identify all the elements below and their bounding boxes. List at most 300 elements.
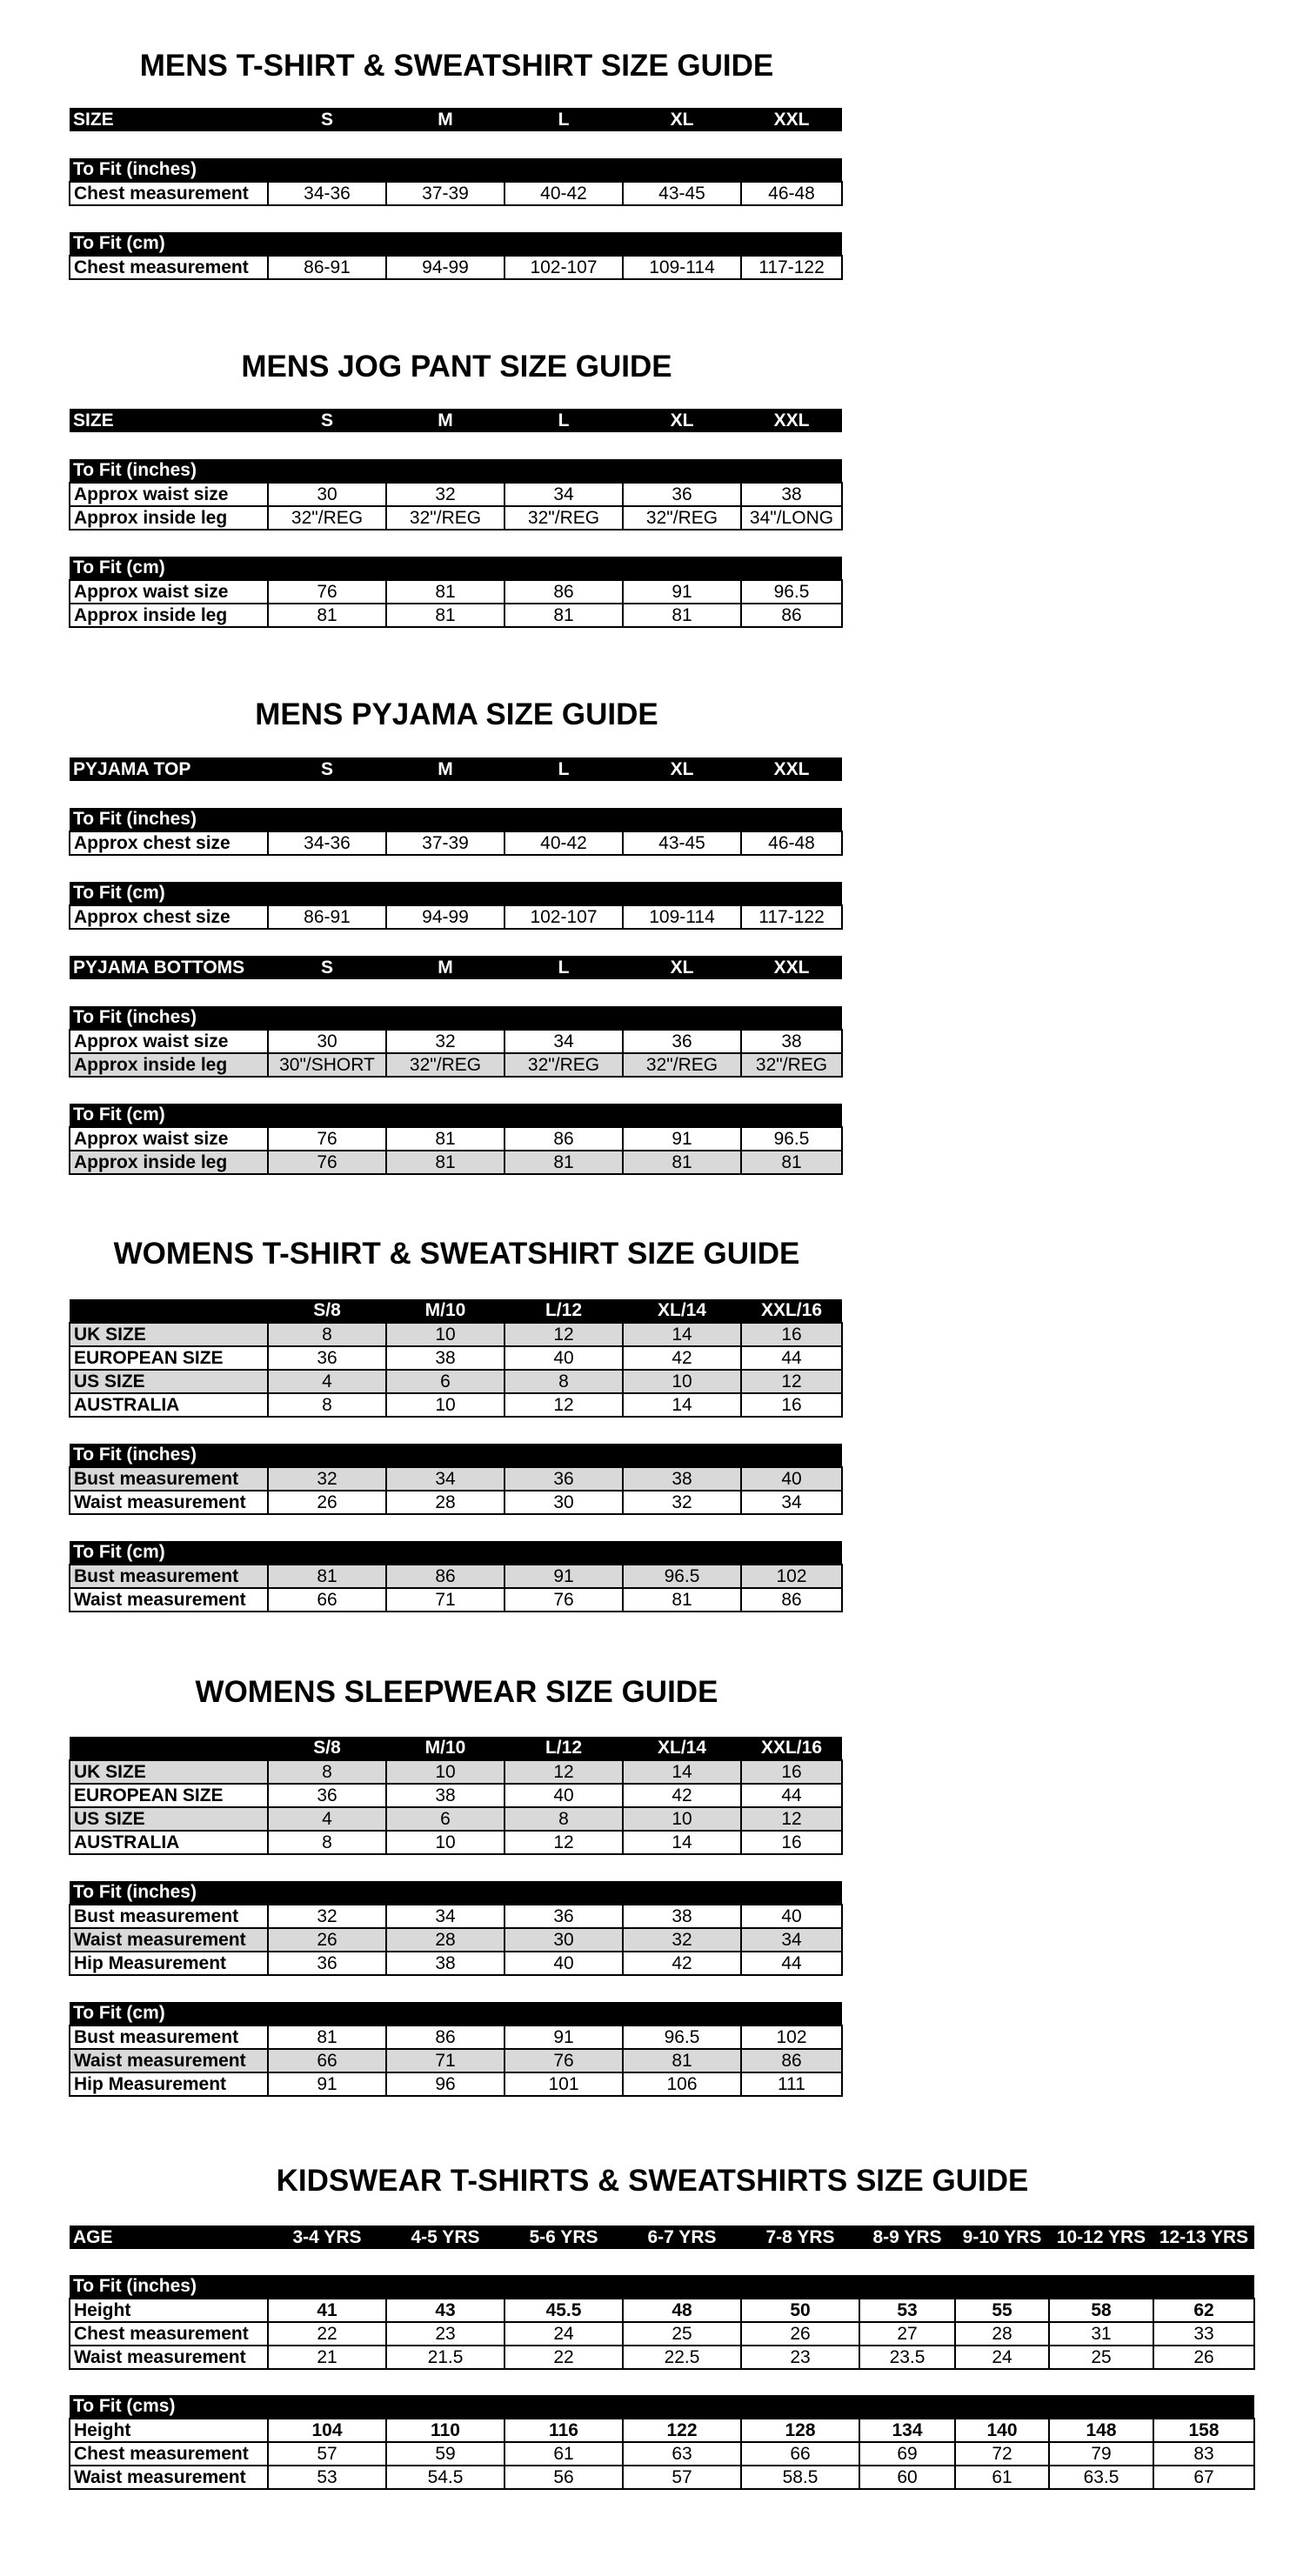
table-cell: 66 (268, 2049, 386, 2072)
table-row (70, 1831, 842, 1854)
table-cell: 81 (268, 2025, 386, 2049)
size-table (69, 108, 843, 280)
table-cell: 16 (741, 1831, 842, 1854)
table-cell: 122 (623, 2419, 741, 2442)
table-gap (70, 855, 842, 882)
table-cell: 16 (741, 1393, 842, 1417)
table-cell: 66 (268, 1588, 386, 1612)
table-cell: 26 (268, 1928, 386, 1952)
row-label: Bust measurement (70, 1905, 268, 1928)
table-cell: 30 (504, 1491, 623, 1514)
table-cell: 59 (386, 2442, 504, 2466)
fit-unit-label: To Fit (inches) (70, 459, 842, 483)
row-label: Waist measurement (70, 2346, 268, 2369)
table-row (70, 1491, 842, 1514)
table-cell: 38 (623, 1905, 741, 1928)
table-cell: 111 (741, 2072, 842, 2096)
table-cell: 34"/LONG (741, 506, 842, 530)
fit-unit-label: To Fit (cms) (70, 2395, 1254, 2419)
table-cell: 38 (386, 1784, 504, 1807)
table-cell: 12 (741, 1370, 842, 1393)
row-label: Approx inside leg (70, 1053, 268, 1077)
table-cell: 81 (623, 2049, 741, 2072)
table-cell: 4 (268, 1370, 386, 1393)
table-cell: 42 (623, 1952, 741, 1975)
table-row (70, 1760, 842, 1784)
table-cell: 34 (741, 1928, 842, 1952)
table-cell: 16 (741, 1323, 842, 1346)
table-cell: 8 (504, 1807, 623, 1831)
table-cell: 32"/REG (268, 506, 386, 530)
table-cell: 38 (741, 483, 842, 506)
size-label: S/8 (268, 1299, 386, 1323)
row-label: SIZE (70, 409, 268, 432)
table-cell: 81 (623, 1588, 741, 1612)
table-cell: 44 (741, 1346, 842, 1370)
size-label: M (386, 409, 504, 432)
table-row (70, 2072, 842, 2096)
table-cell: 45.5 (504, 2299, 623, 2322)
table-cell: 32 (623, 1928, 741, 1952)
table-cell: 86 (386, 1565, 504, 1588)
table-cell: 134 (859, 2419, 955, 2442)
table-cell: 102 (741, 2025, 842, 2049)
table-cell: 94-99 (386, 905, 504, 929)
table-cell: 63 (623, 2442, 741, 2466)
table-cell: 37-39 (386, 182, 504, 205)
table-cell: 40-42 (504, 182, 623, 205)
table-gap (70, 979, 842, 1006)
table-cell: 81 (623, 1151, 741, 1174)
table-cell: 8 (268, 1760, 386, 1784)
table-cell: 12 (504, 1760, 623, 1784)
table-cell: 96.5 (623, 2025, 741, 2049)
table-cell: 81 (386, 604, 504, 627)
size-label: 3-4 YRS (268, 2226, 386, 2249)
table-cell: 109-114 (623, 256, 741, 279)
table-cell: 81 (268, 1565, 386, 1588)
table-cell: 81 (386, 1151, 504, 1174)
table-gap (70, 530, 842, 557)
row-label: Chest measurement (70, 2322, 268, 2346)
table-cell: 32 (386, 483, 504, 506)
row-label: Approx inside leg (70, 1151, 268, 1174)
table-cell: 86 (741, 1588, 842, 1612)
table-cell: 109-114 (623, 905, 741, 929)
table-cell: 26 (1153, 2346, 1254, 2369)
size-label: S (268, 956, 386, 979)
table-gap (70, 2369, 1254, 2395)
table-cell: 30"/SHORT (268, 1053, 386, 1077)
row-label: Waist measurement (70, 2466, 268, 2489)
table-gap (70, 432, 842, 459)
table-cell: 48 (623, 2299, 741, 2322)
size-label: 8-9 YRS (859, 2226, 955, 2249)
table-row (70, 1151, 842, 1174)
row-label: AGE (70, 2226, 268, 2249)
table-row (70, 256, 842, 279)
table-cell: 22 (504, 2346, 623, 2369)
size-label: XL (623, 956, 741, 979)
row-label: SIZE (70, 108, 268, 131)
fit-unit-label: To Fit (cm) (70, 882, 842, 905)
table-cell: 76 (504, 1588, 623, 1612)
fit-unit-header (70, 808, 842, 831)
table-cell: 60 (859, 2466, 955, 2489)
row-label: AUSTRALIA (70, 1831, 268, 1854)
size-header-row (70, 956, 842, 979)
table-cell: 36 (623, 483, 741, 506)
table-row (70, 580, 842, 604)
table-row (70, 1393, 842, 1417)
row-label (70, 1299, 268, 1323)
fit-unit-header (70, 1006, 842, 1030)
size-label: S (268, 108, 386, 131)
row-label: PYJAMA BOTTOMS (70, 956, 268, 979)
row-label: UK SIZE (70, 1323, 268, 1346)
row-label: Height (70, 2419, 268, 2442)
size-label: XXL/16 (741, 1737, 842, 1760)
size-label: XL/14 (623, 1737, 741, 1760)
table-cell: 10 (386, 1323, 504, 1346)
size-label: L/12 (504, 1299, 623, 1323)
table-cell: 102-107 (504, 905, 623, 929)
row-label: Bust measurement (70, 2025, 268, 2049)
table-cell: 27 (859, 2322, 955, 2346)
table-cell: 30 (268, 483, 386, 506)
size-label: XXL (741, 108, 842, 131)
table-cell: 86 (741, 2049, 842, 2072)
table-cell: 40 (504, 1784, 623, 1807)
table-gap (70, 205, 842, 232)
table-cell: 62 (1153, 2299, 1254, 2322)
size-label: L (504, 409, 623, 432)
size-label: 5-6 YRS (504, 2226, 623, 2249)
row-label: Waist measurement (70, 2049, 268, 2072)
table-cell: 32"/REG (386, 1053, 504, 1077)
size-label: S (268, 757, 386, 781)
table-row (70, 483, 842, 506)
table-cell: 12 (504, 1393, 623, 1417)
table-gap (70, 1854, 842, 1881)
table-cell: 8 (268, 1831, 386, 1854)
table-cell: 81 (623, 604, 741, 627)
section-title: WOMENS SLEEPWEAR SIZE GUIDE (195, 1675, 718, 1709)
fit-unit-header (70, 1541, 842, 1565)
row-label: PYJAMA TOP (70, 757, 268, 781)
table-cell: 6 (386, 1807, 504, 1831)
table-cell: 96.5 (741, 580, 842, 604)
table-cell: 32 (268, 1467, 386, 1491)
table-cell: 41 (268, 2299, 386, 2322)
table-cell: 96.5 (741, 1127, 842, 1151)
row-label: Waist measurement (70, 1491, 268, 1514)
table-cell: 46-48 (741, 831, 842, 855)
size-table (69, 1299, 843, 1612)
table-cell: 6 (386, 1370, 504, 1393)
size-label: XXL (741, 956, 842, 979)
table-row (70, 1565, 842, 1588)
table-row (70, 2025, 842, 2049)
fit-unit-label: To Fit (cm) (70, 1541, 842, 1565)
table-cell: 14 (623, 1393, 741, 1417)
table-row (70, 905, 842, 929)
table-cell: 54.5 (386, 2466, 504, 2489)
table-cell: 33 (1153, 2322, 1254, 2346)
table-cell: 104 (268, 2419, 386, 2442)
row-label: US SIZE (70, 1370, 268, 1393)
table-cell: 24 (504, 2322, 623, 2346)
table-cell: 14 (623, 1323, 741, 1346)
table-cell: 30 (268, 1030, 386, 1053)
table-cell: 69 (859, 2442, 955, 2466)
size-header-row (70, 1737, 842, 1760)
table-cell: 10 (623, 1370, 741, 1393)
row-label: Height (70, 2299, 268, 2322)
fit-unit-label: To Fit (inches) (70, 158, 842, 182)
table-cell: 10 (386, 1760, 504, 1784)
size-label: M/10 (386, 1737, 504, 1760)
table-cell: 102-107 (504, 256, 623, 279)
fit-unit-label: To Fit (inches) (70, 2275, 1254, 2299)
row-label: Approx chest size (70, 905, 268, 929)
table-cell: 28 (386, 1491, 504, 1514)
row-label: Approx waist size (70, 483, 268, 506)
table-gap (70, 2249, 1254, 2275)
table-cell: 14 (623, 1831, 741, 1854)
table-cell: 28 (386, 1928, 504, 1952)
table-cell: 58 (1049, 2299, 1153, 2322)
table-cell: 53 (859, 2299, 955, 2322)
table-cell: 34 (504, 483, 623, 506)
table-cell: 22.5 (623, 2346, 741, 2369)
fit-unit-header (70, 882, 842, 905)
size-label: 7-8 YRS (741, 2226, 859, 2249)
table-row (70, 182, 842, 205)
table-cell: 81 (386, 580, 504, 604)
table-cell: 25 (1049, 2346, 1153, 2369)
table-cell: 4 (268, 1807, 386, 1831)
table-cell: 10 (386, 1831, 504, 1854)
fit-unit-label: To Fit (cm) (70, 557, 842, 580)
table-cell: 8 (268, 1393, 386, 1417)
row-label: Approx waist size (70, 1127, 268, 1151)
size-table (69, 1737, 843, 2097)
row-label: UK SIZE (70, 1760, 268, 1784)
table-cell: 140 (955, 2419, 1049, 2442)
table-row (70, 1588, 842, 1612)
table-row (70, 1323, 842, 1346)
table-cell: 36 (268, 1952, 386, 1975)
table-row (70, 1905, 842, 1928)
size-header-row (70, 2226, 1254, 2249)
size-label: L (504, 108, 623, 131)
size-table (69, 2226, 1255, 2490)
fit-unit-header (70, 158, 842, 182)
table-cell: 94-99 (386, 256, 504, 279)
row-label: Hip Measurement (70, 2072, 268, 2096)
table-cell: 81 (386, 1127, 504, 1151)
table-row (70, 1127, 842, 1151)
table-cell: 91 (623, 1127, 741, 1151)
table-cell: 8 (504, 1370, 623, 1393)
row-label: Chest measurement (70, 256, 268, 279)
section-title: MENS JOG PANT SIZE GUIDE (241, 350, 672, 384)
table-cell: 12 (504, 1323, 623, 1346)
table-cell: 23.5 (859, 2346, 955, 2369)
table-gap (70, 781, 842, 808)
row-label: Approx inside leg (70, 506, 268, 530)
table-gap (70, 1417, 842, 1444)
table-cell: 43-45 (623, 182, 741, 205)
size-header-row (70, 108, 842, 131)
table-cell: 44 (741, 1952, 842, 1975)
table-cell: 16 (741, 1760, 842, 1784)
table-cell: 66 (741, 2442, 859, 2466)
table-cell: 38 (623, 1467, 741, 1491)
table-cell: 32 (268, 1905, 386, 1928)
fit-unit-label: To Fit (inches) (70, 1881, 842, 1905)
table-cell: 72 (955, 2442, 1049, 2466)
table-cell: 32"/REG (623, 1053, 741, 1077)
table-row (70, 2299, 1254, 2322)
table-cell: 63.5 (1049, 2466, 1153, 2489)
table-cell: 158 (1153, 2419, 1254, 2442)
table-cell: 53 (268, 2466, 386, 2489)
size-label: L (504, 956, 623, 979)
table-cell: 57 (268, 2442, 386, 2466)
table-cell: 96 (386, 2072, 504, 2096)
table-cell: 81 (504, 1151, 623, 1174)
table-cell: 23 (386, 2322, 504, 2346)
row-label: EUROPEAN SIZE (70, 1346, 268, 1370)
size-table (69, 757, 843, 1175)
table-cell: 34 (504, 1030, 623, 1053)
table-cell: 36 (268, 1784, 386, 1807)
size-label: XXL (741, 757, 842, 781)
fit-unit-label: To Fit (inches) (70, 808, 842, 831)
table-cell: 117-122 (741, 905, 842, 929)
table-cell: 32 (386, 1030, 504, 1053)
fit-unit-label: To Fit (cm) (70, 2002, 842, 2025)
table-cell: 86-91 (268, 905, 386, 929)
table-cell: 31 (1049, 2322, 1153, 2346)
fit-unit-header (70, 557, 842, 580)
table-row (70, 1370, 842, 1393)
size-label: XL/14 (623, 1299, 741, 1323)
table-row (70, 831, 842, 855)
table-cell: 86-91 (268, 256, 386, 279)
table-row (70, 2049, 842, 2072)
row-label: Chest measurement (70, 2442, 268, 2466)
fit-unit-label: To Fit (inches) (70, 1006, 842, 1030)
table-cell: 32 (623, 1491, 741, 1514)
table-cell: 34 (386, 1905, 504, 1928)
table-cell: 30 (504, 1928, 623, 1952)
table-cell: 46-48 (741, 182, 842, 205)
table-cell: 43 (386, 2299, 504, 2322)
table-cell: 40 (504, 1346, 623, 1370)
table-cell: 38 (386, 1952, 504, 1975)
table-cell: 110 (386, 2419, 504, 2442)
table-cell: 81 (268, 604, 386, 627)
table-cell: 32"/REG (386, 506, 504, 530)
table-cell: 50 (741, 2299, 859, 2322)
table-cell: 40 (504, 1952, 623, 1975)
row-label: Approx chest size (70, 831, 268, 855)
table-cell: 10 (386, 1393, 504, 1417)
table-cell: 28 (955, 2322, 1049, 2346)
table-cell: 148 (1049, 2419, 1153, 2442)
table-row (70, 1928, 842, 1952)
table-cell: 117-122 (741, 256, 842, 279)
size-header-row (70, 1299, 842, 1323)
size-label: M (386, 108, 504, 131)
size-label: XXL/16 (741, 1299, 842, 1323)
table-cell: 36 (504, 1905, 623, 1928)
row-label: Chest measurement (70, 182, 268, 205)
table-cell: 26 (741, 2322, 859, 2346)
table-cell: 102 (741, 1565, 842, 1588)
table-row (70, 1952, 842, 1975)
table-cell: 76 (504, 2049, 623, 2072)
table-row (70, 1467, 842, 1491)
table-cell: 116 (504, 2419, 623, 2442)
table-cell: 101 (504, 2072, 623, 2096)
table-cell: 76 (268, 1127, 386, 1151)
table-cell: 21 (268, 2346, 386, 2369)
size-header-row (70, 757, 842, 781)
table-cell: 81 (741, 1151, 842, 1174)
table-gap (70, 1077, 842, 1104)
table-cell: 86 (504, 1127, 623, 1151)
table-row (70, 1807, 842, 1831)
table-cell: 32"/REG (504, 506, 623, 530)
table-row (70, 604, 842, 627)
table-cell: 86 (504, 580, 623, 604)
fit-unit-header (70, 1444, 842, 1467)
size-label: XL (623, 108, 741, 131)
table-cell: 38 (386, 1346, 504, 1370)
size-label: 6-7 YRS (623, 2226, 741, 2249)
table-cell: 91 (504, 1565, 623, 1588)
row-label: Approx waist size (70, 580, 268, 604)
section-title: MENS PYJAMA SIZE GUIDE (255, 697, 658, 731)
size-label: 10-12 YRS (1049, 2226, 1153, 2249)
table-cell: 42 (623, 1346, 741, 1370)
row-label: Bust measurement (70, 1467, 268, 1491)
table-cell: 40 (741, 1467, 842, 1491)
row-label: AUSTRALIA (70, 1393, 268, 1417)
table-cell: 43-45 (623, 831, 741, 855)
table-cell: 56 (504, 2466, 623, 2489)
table-cell: 40 (741, 1905, 842, 1928)
table-cell: 91 (268, 2072, 386, 2096)
row-label (70, 1737, 268, 1760)
table-gap (70, 929, 842, 956)
table-cell: 32"/REG (623, 506, 741, 530)
size-label: L (504, 757, 623, 781)
table-gap (70, 1975, 842, 2002)
table-cell: 81 (504, 604, 623, 627)
size-label: 9-10 YRS (955, 2226, 1049, 2249)
table-row (70, 1030, 842, 1053)
size-label: L/12 (504, 1737, 623, 1760)
table-cell: 10 (623, 1807, 741, 1831)
table-gap (70, 131, 842, 158)
row-label: Waist measurement (70, 1588, 268, 1612)
table-cell: 12 (741, 1807, 842, 1831)
